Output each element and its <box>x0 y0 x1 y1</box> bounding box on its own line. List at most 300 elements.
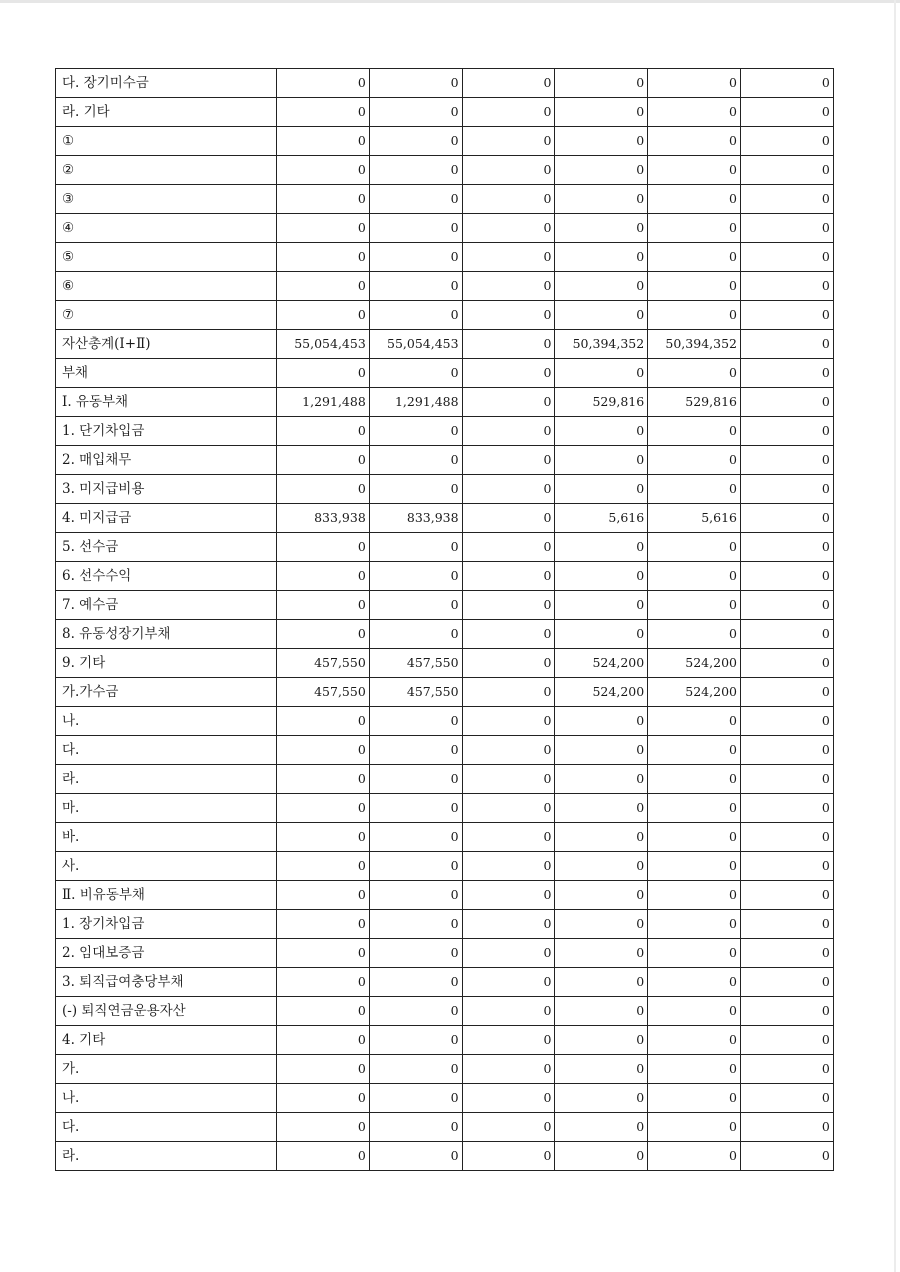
amount-cell: 0 <box>277 591 370 620</box>
amount-cell: 524,200 <box>555 678 648 707</box>
amount-cell: 0 <box>555 185 648 214</box>
row-label: 가. <box>56 1055 277 1084</box>
amount-cell: 0 <box>740 707 833 736</box>
row-label: 4. 미지급금 <box>56 504 277 533</box>
amount-cell: 0 <box>648 127 741 156</box>
table-row <box>56 1026 834 1055</box>
amount-cell: 0 <box>555 852 648 881</box>
table-row <box>56 243 834 272</box>
amount-cell: 0 <box>555 591 648 620</box>
amount-cell: 0 <box>648 1055 741 1084</box>
amount-cell: 0 <box>740 417 833 446</box>
amount-cell: 0 <box>369 214 462 243</box>
amount-cell: 0 <box>462 98 555 127</box>
amount-cell: 0 <box>462 794 555 823</box>
row-label: 1. 단기차입금 <box>56 417 277 446</box>
financial-table <box>55 68 834 1171</box>
amount-cell: 0 <box>740 388 833 417</box>
amount-cell: 55,054,453 <box>369 330 462 359</box>
table-row <box>56 997 834 1026</box>
amount-cell: 0 <box>462 881 555 910</box>
amount-cell: 0 <box>648 910 741 939</box>
amount-cell: 0 <box>369 562 462 591</box>
table-row <box>56 475 834 504</box>
amount-cell: 0 <box>555 1026 648 1055</box>
row-label: 4. 기타 <box>56 1026 277 1055</box>
amount-cell: 0 <box>740 910 833 939</box>
amount-cell: 0 <box>462 475 555 504</box>
row-label: ① <box>56 127 277 156</box>
row-label: ② <box>56 156 277 185</box>
table-row <box>56 707 834 736</box>
amount-cell: 0 <box>462 533 555 562</box>
amount-cell: 0 <box>462 330 555 359</box>
table-row <box>56 533 834 562</box>
amount-cell: 0 <box>277 69 370 98</box>
row-label: 사. <box>56 852 277 881</box>
table-row <box>56 678 834 707</box>
amount-cell: 0 <box>369 765 462 794</box>
amount-cell: 0 <box>740 1084 833 1113</box>
amount-cell: 0 <box>369 156 462 185</box>
amount-cell: 0 <box>740 881 833 910</box>
amount-cell: 457,550 <box>277 678 370 707</box>
amount-cell: 0 <box>648 765 741 794</box>
amount-cell: 0 <box>740 330 833 359</box>
amount-cell: 0 <box>740 649 833 678</box>
amount-cell: 0 <box>555 968 648 997</box>
amount-cell: 0 <box>277 272 370 301</box>
amount-cell: 0 <box>740 69 833 98</box>
amount-cell: 0 <box>369 1055 462 1084</box>
amount-cell: 0 <box>277 214 370 243</box>
amount-cell: 0 <box>462 765 555 794</box>
amount-cell: 0 <box>648 1142 741 1171</box>
amount-cell: 0 <box>740 562 833 591</box>
amount-cell: 0 <box>277 1113 370 1142</box>
amount-cell: 0 <box>369 1142 462 1171</box>
amount-cell: 0 <box>648 591 741 620</box>
amount-cell: 0 <box>369 591 462 620</box>
amount-cell: 0 <box>277 794 370 823</box>
table-row <box>56 1113 834 1142</box>
amount-cell: 5,616 <box>648 504 741 533</box>
row-label: ④ <box>56 214 277 243</box>
amount-cell: 0 <box>462 910 555 939</box>
table-row <box>56 765 834 794</box>
amount-cell: 0 <box>369 968 462 997</box>
table-row <box>56 1084 834 1113</box>
amount-cell: 0 <box>462 417 555 446</box>
amount-cell: 0 <box>555 823 648 852</box>
amount-cell: 0 <box>369 359 462 388</box>
amount-cell: 0 <box>277 910 370 939</box>
amount-cell: 0 <box>555 765 648 794</box>
amount-cell: 0 <box>462 562 555 591</box>
amount-cell: 0 <box>740 272 833 301</box>
amount-cell: 0 <box>277 736 370 765</box>
row-label: 나. <box>56 707 277 736</box>
row-label: 마. <box>56 794 277 823</box>
amount-cell: 0 <box>555 272 648 301</box>
amount-cell: 0 <box>277 620 370 649</box>
table-row <box>56 1142 834 1171</box>
amount-cell: 0 <box>462 1055 555 1084</box>
amount-cell: 0 <box>648 1026 741 1055</box>
amount-cell: 0 <box>648 533 741 562</box>
table-row <box>56 98 834 127</box>
amount-cell: 0 <box>740 823 833 852</box>
amount-cell: 0 <box>555 1084 648 1113</box>
amount-cell: 1,291,488 <box>369 388 462 417</box>
table-row <box>56 823 834 852</box>
amount-cell: 0 <box>648 475 741 504</box>
amount-cell: 0 <box>369 1026 462 1055</box>
amount-cell: 0 <box>740 765 833 794</box>
amount-cell: 1,291,488 <box>277 388 370 417</box>
amount-cell: 0 <box>555 301 648 330</box>
amount-cell: 0 <box>369 1084 462 1113</box>
amount-cell: 0 <box>648 214 741 243</box>
table-row <box>56 69 834 98</box>
table-row <box>56 214 834 243</box>
amount-cell: 0 <box>555 98 648 127</box>
table-row <box>56 359 834 388</box>
table-row <box>56 156 834 185</box>
amount-cell: 0 <box>648 968 741 997</box>
amount-cell: 0 <box>462 388 555 417</box>
amount-cell: 0 <box>369 997 462 1026</box>
row-label: 1. 장기차입금 <box>56 910 277 939</box>
amount-cell: 0 <box>740 446 833 475</box>
amount-cell: 0 <box>740 243 833 272</box>
amount-cell: 0 <box>648 620 741 649</box>
amount-cell: 0 <box>740 156 833 185</box>
amount-cell: 0 <box>648 417 741 446</box>
row-label: ⑦ <box>56 301 277 330</box>
amount-cell: 0 <box>462 185 555 214</box>
table-row <box>56 127 834 156</box>
amount-cell: 457,550 <box>369 678 462 707</box>
amount-cell: 0 <box>462 968 555 997</box>
amount-cell: 0 <box>648 156 741 185</box>
amount-cell: 0 <box>648 243 741 272</box>
amount-cell: 0 <box>462 678 555 707</box>
table-row <box>56 794 834 823</box>
table-row <box>56 649 834 678</box>
amount-cell: 529,816 <box>555 388 648 417</box>
amount-cell: 0 <box>648 881 741 910</box>
table-row <box>56 968 834 997</box>
table-row <box>56 388 834 417</box>
amount-cell: 0 <box>648 272 741 301</box>
row-label: 부채 <box>56 359 277 388</box>
amount-cell: 0 <box>277 475 370 504</box>
amount-cell: 0 <box>648 69 741 98</box>
amount-cell: 0 <box>555 69 648 98</box>
amount-cell: 0 <box>369 939 462 968</box>
amount-cell: 0 <box>648 736 741 765</box>
amount-cell: 0 <box>555 997 648 1026</box>
amount-cell: 0 <box>648 707 741 736</box>
row-label: 가.가수금 <box>56 678 277 707</box>
amount-cell: 0 <box>369 707 462 736</box>
amount-cell: 833,938 <box>369 504 462 533</box>
amount-cell: 0 <box>648 939 741 968</box>
amount-cell: 0 <box>740 678 833 707</box>
amount-cell: 0 <box>369 243 462 272</box>
amount-cell: 524,200 <box>648 649 741 678</box>
amount-cell: 524,200 <box>555 649 648 678</box>
amount-cell: 0 <box>648 997 741 1026</box>
table-row <box>56 185 834 214</box>
amount-cell: 0 <box>369 475 462 504</box>
amount-cell: 0 <box>555 446 648 475</box>
amount-cell: 0 <box>462 823 555 852</box>
table-row <box>56 620 834 649</box>
amount-cell: 0 <box>740 736 833 765</box>
amount-cell: 524,200 <box>648 678 741 707</box>
amount-cell: 0 <box>740 939 833 968</box>
amount-cell: 0 <box>277 823 370 852</box>
row-label: 다. <box>56 736 277 765</box>
amount-cell: 0 <box>369 446 462 475</box>
table-row <box>56 301 834 330</box>
amount-cell: 0 <box>277 417 370 446</box>
amount-cell: 0 <box>462 591 555 620</box>
table-row <box>56 504 834 533</box>
amount-cell: 0 <box>648 794 741 823</box>
amount-cell: 0 <box>555 214 648 243</box>
amount-cell: 0 <box>369 417 462 446</box>
table-row <box>56 736 834 765</box>
amount-cell: 0 <box>740 1026 833 1055</box>
amount-cell: 0 <box>277 533 370 562</box>
amount-cell: 0 <box>462 359 555 388</box>
amount-cell: 0 <box>462 69 555 98</box>
amount-cell: 0 <box>369 127 462 156</box>
table-row <box>56 852 834 881</box>
amount-cell: 0 <box>740 997 833 1026</box>
amount-cell: 0 <box>462 1026 555 1055</box>
row-label: Ⅰ. 유동부채 <box>56 388 277 417</box>
amount-cell: 457,550 <box>369 649 462 678</box>
amount-cell: 0 <box>740 1142 833 1171</box>
amount-cell: 0 <box>369 185 462 214</box>
amount-cell: 0 <box>277 243 370 272</box>
row-label: ⑤ <box>56 243 277 272</box>
amount-cell: 0 <box>462 301 555 330</box>
amount-cell: 0 <box>369 69 462 98</box>
amount-cell: 0 <box>277 156 370 185</box>
amount-cell: 0 <box>648 823 741 852</box>
amount-cell: 0 <box>462 127 555 156</box>
table-row <box>56 417 834 446</box>
amount-cell: 50,394,352 <box>648 330 741 359</box>
amount-cell: 0 <box>740 852 833 881</box>
page-edge <box>0 0 900 3</box>
amount-cell: 0 <box>648 446 741 475</box>
amount-cell: 0 <box>740 475 833 504</box>
row-label: 다. 장기미수금 <box>56 69 277 98</box>
amount-cell: 0 <box>277 127 370 156</box>
amount-cell: 0 <box>740 591 833 620</box>
amount-cell: 0 <box>555 417 648 446</box>
amount-cell: 0 <box>740 98 833 127</box>
amount-cell: 0 <box>462 649 555 678</box>
amount-cell: 457,550 <box>277 649 370 678</box>
amount-cell: 0 <box>740 794 833 823</box>
amount-cell: 0 <box>648 852 741 881</box>
amount-cell: 0 <box>555 881 648 910</box>
amount-cell: 0 <box>369 533 462 562</box>
amount-cell: 0 <box>555 1055 648 1084</box>
amount-cell: 0 <box>369 272 462 301</box>
table-row <box>56 910 834 939</box>
amount-cell: 0 <box>369 1113 462 1142</box>
row-label: 3. 미지급비용 <box>56 475 277 504</box>
amount-cell: 0 <box>555 620 648 649</box>
amount-cell: 0 <box>648 98 741 127</box>
amount-cell: 0 <box>369 852 462 881</box>
row-label: 3. 퇴직급여충당부채 <box>56 968 277 997</box>
amount-cell: 0 <box>369 301 462 330</box>
row-label: 라. <box>56 765 277 794</box>
amount-cell: 0 <box>277 562 370 591</box>
amount-cell: 0 <box>277 1026 370 1055</box>
amount-cell: 0 <box>648 185 741 214</box>
row-label: (-) 퇴직연금운용자산 <box>56 997 277 1026</box>
amount-cell: 0 <box>277 359 370 388</box>
amount-cell: 0 <box>740 533 833 562</box>
amount-cell: 0 <box>277 446 370 475</box>
amount-cell: 5,616 <box>555 504 648 533</box>
amount-cell: 0 <box>369 736 462 765</box>
amount-cell: 0 <box>740 620 833 649</box>
amount-cell: 0 <box>369 881 462 910</box>
amount-cell: 0 <box>277 881 370 910</box>
row-label: Ⅱ. 비유동부채 <box>56 881 277 910</box>
table-row <box>56 1055 834 1084</box>
row-label: 6. 선수수익 <box>56 562 277 591</box>
amount-cell: 0 <box>740 1113 833 1142</box>
row-label: 8. 유동성장기부채 <box>56 620 277 649</box>
table-row <box>56 562 834 591</box>
amount-cell: 0 <box>462 1113 555 1142</box>
amount-cell: 0 <box>555 939 648 968</box>
amount-cell: 0 <box>462 939 555 968</box>
amount-cell: 50,394,352 <box>555 330 648 359</box>
amount-cell: 0 <box>555 794 648 823</box>
amount-cell: 0 <box>740 214 833 243</box>
amount-cell: 0 <box>555 1142 648 1171</box>
amount-cell: 0 <box>555 562 648 591</box>
row-label: ③ <box>56 185 277 214</box>
amount-cell: 0 <box>740 127 833 156</box>
table-row <box>56 330 834 359</box>
amount-cell: 0 <box>462 214 555 243</box>
amount-cell: 0 <box>555 475 648 504</box>
amount-cell: 0 <box>740 359 833 388</box>
amount-cell: 0 <box>277 765 370 794</box>
row-label: 라. <box>56 1142 277 1171</box>
row-label: 나. <box>56 1084 277 1113</box>
amount-cell: 0 <box>555 243 648 272</box>
amount-cell: 0 <box>277 1055 370 1084</box>
amount-cell: 0 <box>462 620 555 649</box>
amount-cell: 0 <box>369 910 462 939</box>
amount-cell: 0 <box>277 968 370 997</box>
amount-cell: 0 <box>277 185 370 214</box>
row-label: 자산총계(Ⅰ+Ⅱ) <box>56 330 277 359</box>
amount-cell: 0 <box>555 910 648 939</box>
amount-cell: 0 <box>462 736 555 765</box>
amount-cell: 0 <box>277 707 370 736</box>
row-label: 7. 예수금 <box>56 591 277 620</box>
amount-cell: 0 <box>648 301 741 330</box>
amount-cell: 0 <box>277 301 370 330</box>
amount-cell: 0 <box>740 504 833 533</box>
amount-cell: 529,816 <box>648 388 741 417</box>
amount-cell: 0 <box>369 794 462 823</box>
amount-cell: 0 <box>462 446 555 475</box>
row-label: 5. 선수금 <box>56 533 277 562</box>
amount-cell: 0 <box>462 997 555 1026</box>
row-label: ⑥ <box>56 272 277 301</box>
amount-cell: 0 <box>369 98 462 127</box>
amount-cell: 0 <box>462 156 555 185</box>
table-row <box>56 591 834 620</box>
row-label: 바. <box>56 823 277 852</box>
table-row <box>56 446 834 475</box>
amount-cell: 0 <box>555 156 648 185</box>
amount-cell: 0 <box>555 127 648 156</box>
amount-cell: 0 <box>277 1142 370 1171</box>
row-label: 라. 기타 <box>56 98 277 127</box>
row-label: 9. 기타 <box>56 649 277 678</box>
row-label: 2. 매입채무 <box>56 446 277 475</box>
amount-cell: 0 <box>648 1113 741 1142</box>
amount-cell: 0 <box>462 852 555 881</box>
amount-cell: 0 <box>369 823 462 852</box>
amount-cell: 0 <box>555 533 648 562</box>
amount-cell: 0 <box>648 359 741 388</box>
amount-cell: 0 <box>555 1113 648 1142</box>
amount-cell: 0 <box>462 504 555 533</box>
amount-cell: 0 <box>648 1084 741 1113</box>
amount-cell: 0 <box>740 1055 833 1084</box>
amount-cell: 0 <box>369 620 462 649</box>
amount-cell: 0 <box>277 852 370 881</box>
amount-cell: 0 <box>740 185 833 214</box>
table-row <box>56 272 834 301</box>
amount-cell: 0 <box>462 1142 555 1171</box>
amount-cell: 0 <box>555 707 648 736</box>
amount-cell: 0 <box>555 736 648 765</box>
amount-cell: 0 <box>740 968 833 997</box>
amount-cell: 0 <box>740 301 833 330</box>
table-body <box>56 69 834 1171</box>
amount-cell: 0 <box>462 707 555 736</box>
amount-cell: 0 <box>462 1084 555 1113</box>
amount-cell: 0 <box>648 562 741 591</box>
amount-cell: 0 <box>277 997 370 1026</box>
amount-cell: 0 <box>277 939 370 968</box>
amount-cell: 0 <box>277 1084 370 1113</box>
amount-cell: 0 <box>555 359 648 388</box>
table-row <box>56 939 834 968</box>
page-edge <box>894 0 896 1272</box>
